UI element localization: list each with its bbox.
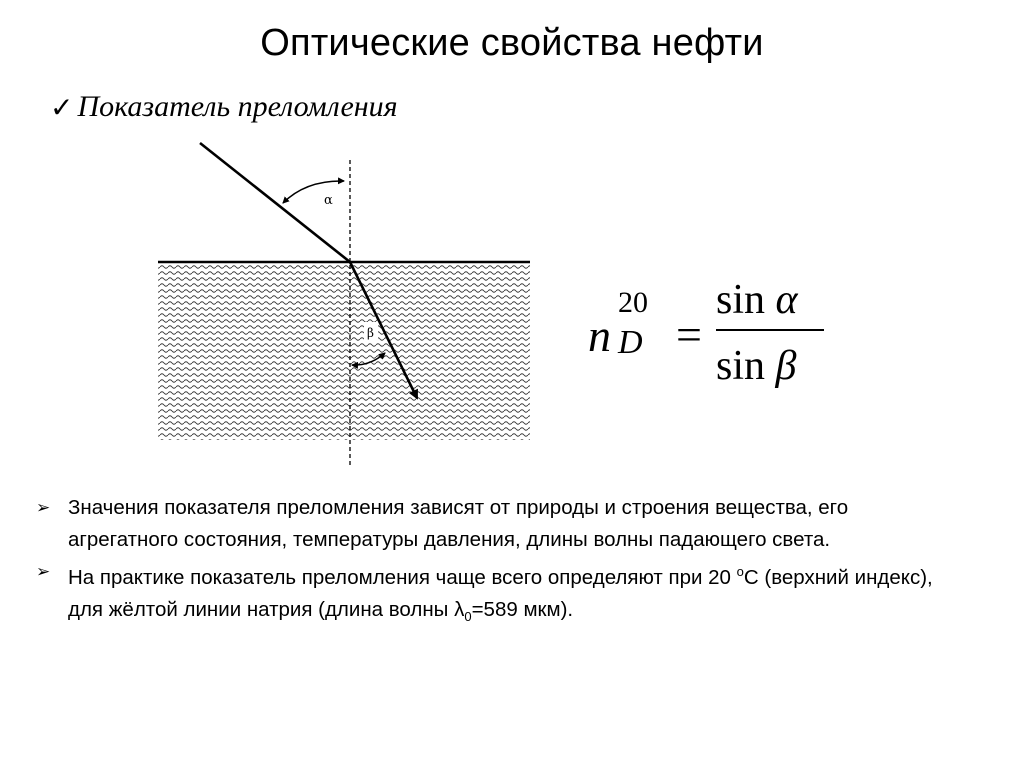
- arrow-bullet-icon: ➢: [36, 562, 51, 582]
- formula-denominator: [716, 342, 796, 390]
- bullet-text-part: На практике показатель преломления чаще всего определяют при 20: [68, 565, 737, 589]
- formula-subscript: D: [618, 324, 643, 361]
- formula-numerator: [716, 276, 798, 324]
- numerator-func: sin: [716, 277, 766, 323]
- bullet-text-part: С (верхний индекс), для жёлтой линии натрия (длина волны λ: [68, 565, 933, 621]
- bullet-text: Значения показателя преломления зависят от природы и строения вещества, его агрегатного состояния, температуры давления, длины волны падающего света.: [68, 496, 849, 551]
- bullet-item: [36, 556, 956, 633]
- bullet-item: [36, 492, 956, 556]
- bullet-list: [36, 492, 956, 633]
- numerator-var: α: [775, 277, 798, 323]
- check-mark-icon: ✓: [50, 90, 74, 124]
- bullet-text-part: =589 мкм).: [471, 597, 574, 621]
- arrow-bullet-icon: ➢: [36, 498, 51, 518]
- alpha-arc: [283, 181, 344, 203]
- lambda-subscript: 0: [464, 608, 472, 624]
- medium-block: [158, 262, 530, 440]
- fraction-line: [716, 329, 824, 331]
- formula-symbol: n: [588, 310, 611, 361]
- alpha-label: α: [324, 193, 333, 208]
- degree-superscript: о: [736, 564, 744, 579]
- refractive-index-formula: [588, 276, 828, 406]
- denominator-func: sin: [716, 343, 766, 389]
- denominator-var: β: [775, 343, 797, 389]
- formula-superscript: 20: [618, 286, 648, 319]
- subtitle-text: Показатель преломления: [77, 90, 398, 123]
- beta-label: β: [367, 326, 374, 340]
- formula-equals: =: [676, 309, 702, 360]
- slide-title: Оптические свойства нефти: [260, 22, 764, 64]
